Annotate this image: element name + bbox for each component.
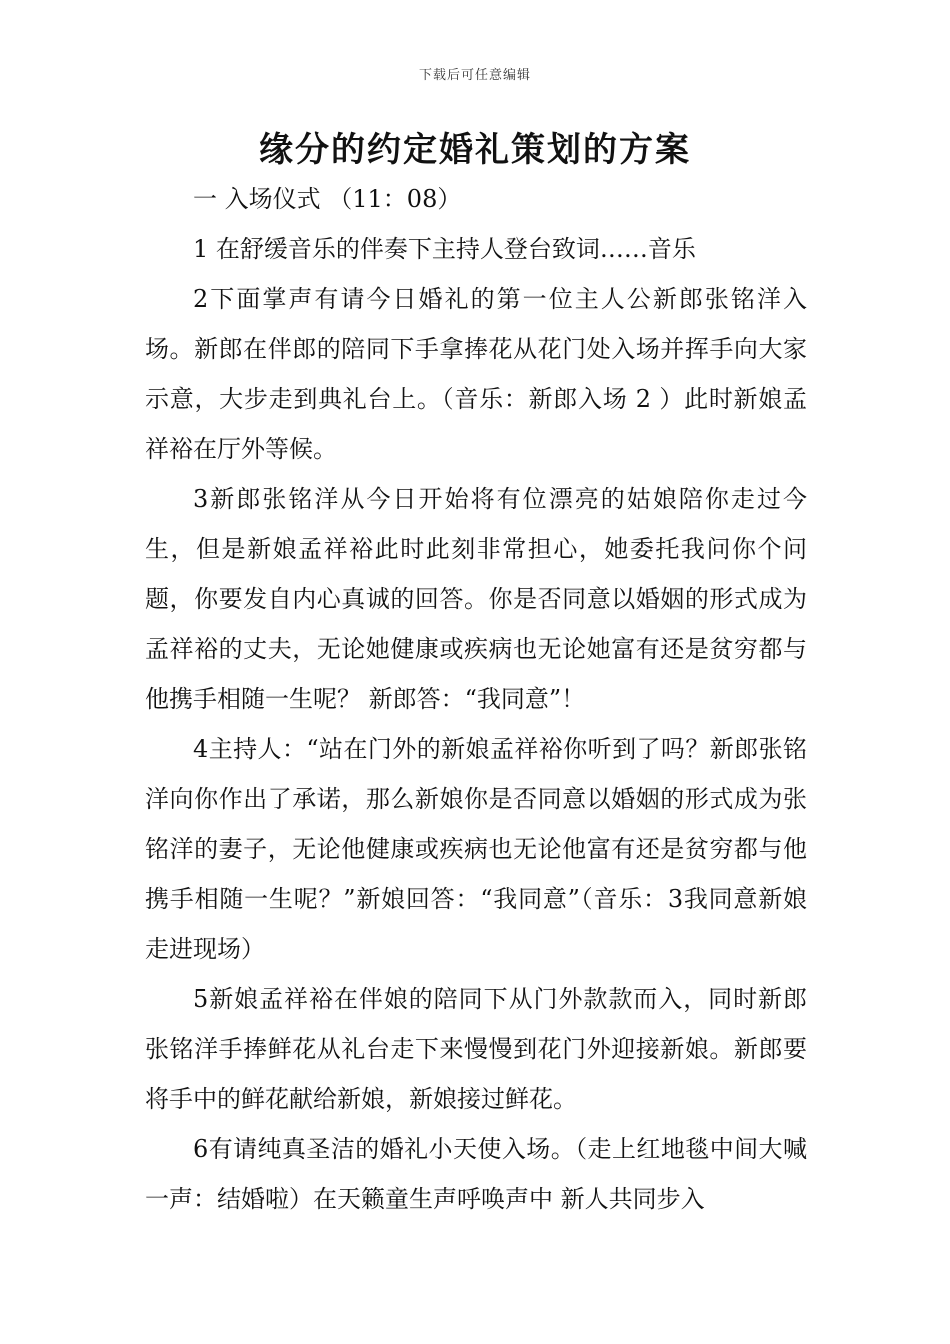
paragraph-3: 3新郎张铭洋从今日开始将有位漂亮的姑娘陪你走过今生，但是新娘孟祥裕此时此刻非常担心，她委托我问你个问题，你要发自内心真诚的回答。你是否同意以婚姻的形式成为孟祥裕的丈夫，无论她健康或疾病也无论她富有还是贫穷都与他携手相随一生呢？ 新郎答：“我同意”！ [145, 485, 807, 713]
section-heading: 一 入场仪式 （11：08） [193, 185, 462, 213]
paragraph-6: 6有请纯真圣洁的婚礼小天使入场。（走上红地毯中间大喊一声：结婚啦）在天籁童生声呼唤声中 新人共同步入 [145, 1135, 807, 1213]
paragraph-2: 2下面掌声有请今日婚礼的第一位主人公新郎张铭洋入场。新郎在伴郎的陪同下手拿捧花从花门处入场并挥手向大家示意，大步走到典礼台上。（音乐：新郎入场 2 ）此时新娘孟祥裕在厅外等候。 [145, 285, 807, 463]
document-body [145, 174, 807, 1224]
paragraph-4: 4主持人：“站在门外的新娘孟祥裕你听到了吗？新郎张铭洋向你作出了承诺，那么新娘你是否同意以婚姻的形式成为张铭洋的妻子，无论他健康或疾病也无论他富有还是贫穷都与他携手相随一生呢？”新娘回答：“我同意”（音乐：3我同意新娘走进现场） [145, 735, 807, 963]
header-note: 下载后可任意编辑 [418, 68, 531, 83]
document-title: 缘分的约定婚礼策划的方案 [259, 130, 691, 170]
paragraph-5: 5新娘孟祥裕在伴娘的陪同下从门外款款而入，同时新郎张铭洋手捧鲜花从礼台走下来慢慢到花门外迎接新娘。新郎要将手中的鲜花献给新娘，新娘接过鲜花。 [145, 985, 807, 1113]
paragraph-1: 1 在舒缓音乐的伴奏下主持人登台致词……音乐 [193, 235, 696, 263]
